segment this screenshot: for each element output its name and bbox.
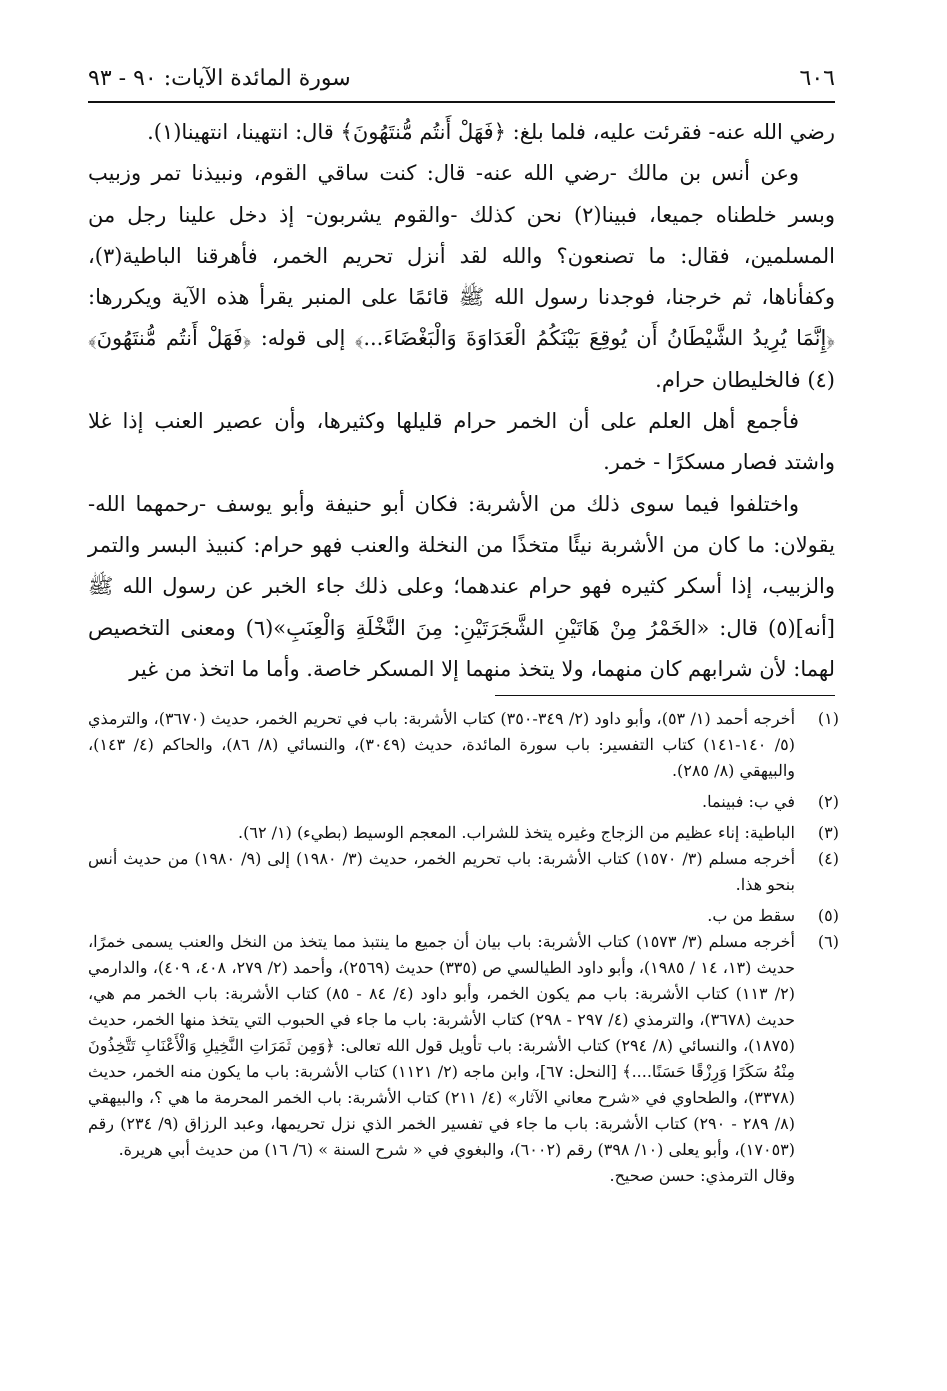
footnote-note: وقال الترمذي: حسن صحيح. bbox=[609, 1166, 795, 1185]
footnote-text: أخرجه مسلم (٣/ ١٥٧٣) كتاب الأشربة: باب بيان أن جميع ما ينتبذ مما يتخذ من النخل والعنب يسمى خمرًا، حديث (١٣، ١٤ / ١٩٨٥)، وأبو داود الطيالسي ص (٣٣٥) حديث (٢٥٦٩)، وأحمد (٢/ ٢٧٩، ٤٠٨، ٤٠٩)، والدارمي (٢/ ١١٣) كتاب الأشربة: باب مم يكون الخمر، وأبو داود (٤/ ٨٤ - ٨٥) كتاب الأشربة: باب الخمر مم هي، حديث (٣٦٧٨)، والترمذي (٤/ ٢٩٧ - ٢٩٨) كتاب الأشربة: باب ما جاء في الحبوب التي يتخذ منها الخمر، حديث (١٨٧٥)، والنسائي (٨/ ٢٩٤) كتاب الأشربة: باب تأويل قول الله تعالى: ﴿وَمِن ثَمَرَاتِ النَّخِيلِ وَالْأَعْنَابِ تَتَّخِذُونَ مِنْهُ سَكَرًا وَرِزْقًا حَسَنًا....﴾ [النحل: ٦٧]، وابن ماجه (٢/ ١١٢١) كتاب الأشربة: باب ما يكون منه الخمر، حديث (٣٣٧٨)، والطحاوي في «شرح معاني الآثار» (٤/ ٢١١) كتاب الأشربة: باب الخمر المحرمة ما هي ؟، والبيهقي (٨/ ٢٨٩ - ٢٩٠) كتاب الأشربة: باب ما جاء في تفسير الخمر الذي نزل تحريمها، وعبد الرزاق (٩/ ٢٣٤) رقم (١٧٠٥٣)، وأبو يعلى (١٠/ ٣٩٨) رقم (٦٠٠٢)، والبغوي في « شرح السنة » (٦/ ١٦) من حديث أبي هريرة. bbox=[88, 932, 796, 1159]
footnote-number: (٤) bbox=[817, 849, 839, 868]
footnote bbox=[88, 789, 839, 815]
footnote bbox=[88, 929, 839, 1163]
footnote-text: أخرجه مسلم (٣/ ١٥٧٠) كتاب الأشربة: باب تحريم الخمر، حديث (٣/ ١٩٨٠) إلى (٩/ ١٩٨٠) من حديث أنس بنحو هذا. bbox=[88, 849, 796, 894]
footnote bbox=[88, 903, 839, 929]
footnote-number: (١) bbox=[817, 709, 839, 728]
footnote-text: أخرجه أحمد (١/ ٥٣)، وأبو داود (٢/ ٣٤٩-٣٥٠) كتاب الأشربة: باب في تحريم الخمر، حديث (٣٦٧٠)، والترمذي (٥/ ١٤٠-١٤١) كتاب التفسير: باب سورة المائدة، حديث (٣٠٤٩)، والنسائي (٨/ ٨٦)، والحاكم (٤/ ١٤٣)، والبيهقي (٨/ ٢٨٥). bbox=[88, 709, 796, 780]
page-header bbox=[88, 58, 835, 98]
footnote-divider bbox=[495, 695, 835, 696]
footnote-text: الباطية: إناء عظيم من الزجاج وغيره يتخذ للشراب. المعجم الوسيط (بطيء) (١/ ٦٢). bbox=[238, 823, 795, 842]
footnote-number: (٦) bbox=[817, 932, 839, 951]
paragraph: وعن أنس بن مالك -رضي الله عنه- قال: كنت ساقي القوم، ونبيذنا تمر وزبيب وبسر خلطناه جميعا، فبينا(٢) نحن كذلك -والقوم يشربون- إذ دخل علينا رجل من المسلمين، فقال: ما تصنعون؟ والله لقد أنزل تحريم الخمر، فأهرقنا الباطية(٣)، وكفأناها، ثم خرجنا، فوجدنا رسول الله ﷺ قائمًا على المنبر يقرأ هذه الآية ويكررها: ﴿إِنَّمَا يُرِيدُ الشَّيْطَانُ أَن يُوقِعَ بَيْنَكُمُ الْعَدَاوَةَ وَالْبَغْضَاءَ...﴾ إلى قوله: ﴿فَهَلْ أَنتُم مُّنتَهُونَ﴾ (٤) فالخليطان حرام. bbox=[88, 161, 835, 392]
running-title: سورة المائدة الآيات: ٩٠ - ٩٣ bbox=[88, 65, 351, 91]
footnote-text: سقط من ب. bbox=[707, 906, 795, 925]
paragraph: واختلفوا فيما سوى ذلك من الأشربة: فكان أبو حنيفة وأبو يوسف -رحمهما الله- يقولان: ما كان من الأشربة نيئًا متخذًا من النخلة والعنب فهو حرام: كنبيذ البسر والتمر والزبيب، إذا أسكر كثيره فهو حرام عندهما؛ وعلى ذلك جاء الخبر عن رسول الله ﷺ [أنه](٥) قال: «الخَمْرُ مِنْ هَاتَيْنِ الشَّجَرَتَيْنِ: مِنَ النَّخْلَةِ وَالْعِنَبِ»(٦) ومعنى التخصيص لهما: لأن شرابهم كان منهما، ولا يتخذ منهما إلا المسكر خاصة. وأما ما اتخذ من غير bbox=[88, 491, 836, 681]
footnote bbox=[88, 846, 839, 898]
paragraph: فأجمع أهل العلم على أن الخمر حرام قليلها وكثيرها، وأن عصير العنب إذا غلا واشتد فصار مسكرًا - خمر. bbox=[88, 409, 835, 475]
footnote-number: (٢) bbox=[817, 792, 839, 811]
page-number: ٦٠٦ bbox=[799, 65, 835, 91]
footnotes bbox=[88, 706, 839, 1189]
footnote-number: (٣) bbox=[817, 823, 839, 842]
main-text bbox=[88, 112, 835, 690]
footnote-text: في ب: فبينما. bbox=[702, 792, 795, 811]
footnote bbox=[88, 706, 839, 784]
paragraph: رضي الله عنه- فقرئت عليه، فلما بلغ: ﴿فَهَلْ أَنتُم مُّنتَهُونَ﴾ قال: انتهينا، انتهينا(١). bbox=[147, 120, 835, 144]
footnote-number: (٥) bbox=[817, 906, 839, 925]
footnote bbox=[88, 820, 839, 846]
header-divider bbox=[88, 101, 835, 103]
